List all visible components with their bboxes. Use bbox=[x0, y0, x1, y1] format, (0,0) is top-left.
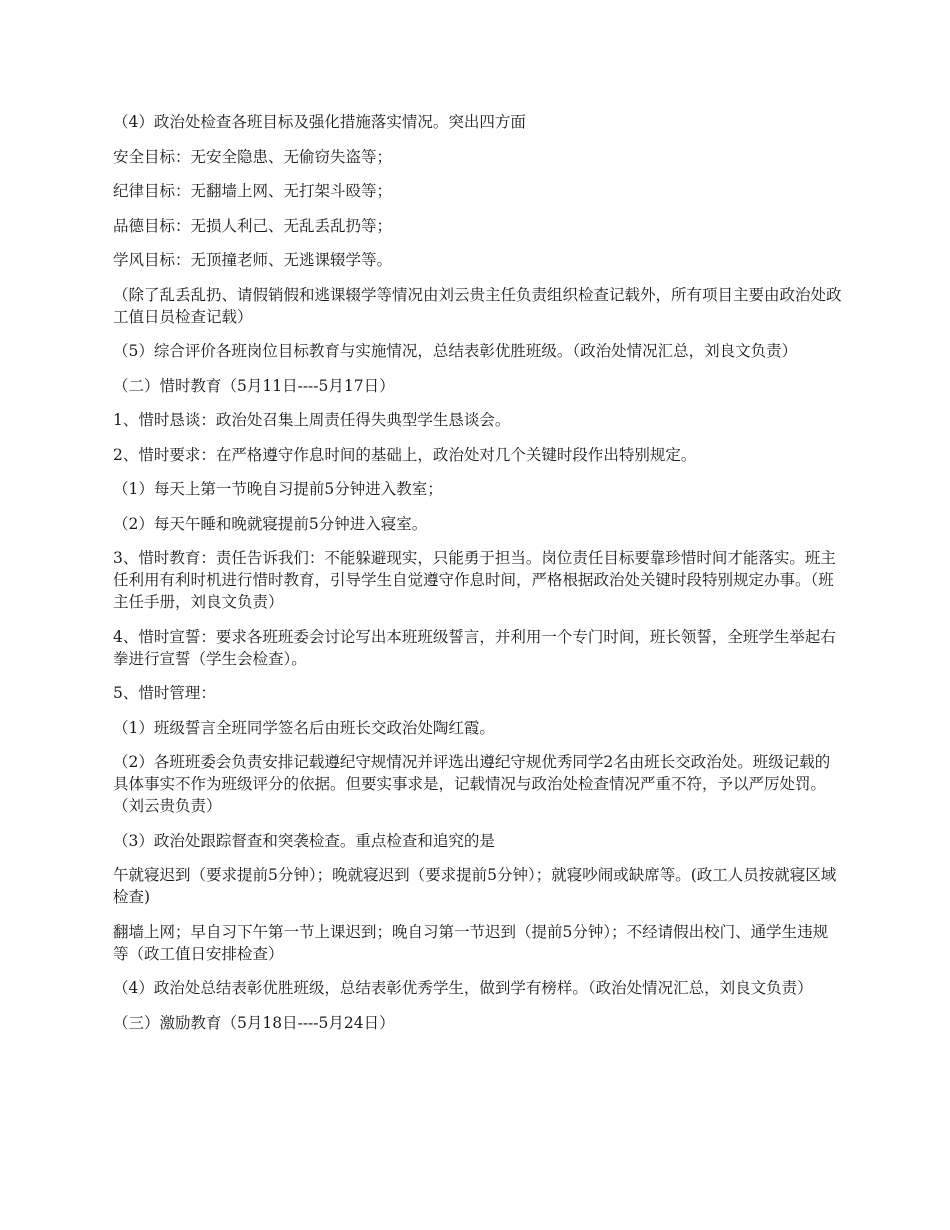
paragraph-19: 午就寝迟到（要求提前5分钟）；晚就寝迟到（要求提前5分钟）；就寝吵闹或缺席等。(政工人员按就寝区域检查) bbox=[113, 866, 837, 906]
paragraph-4: 品德目标：无损人利己、无乱丢乱扔等； bbox=[113, 216, 393, 235]
section-heading-2: （二）惜时教育（5月11日----5月17日） bbox=[113, 376, 395, 395]
paragraph-16: （1）班级誓言全班同学签名后由班长交政治处陶红霞。 bbox=[113, 718, 495, 737]
paragraph-6: （除了乱丢乱扔、请假销假和逃课辍学等情况由刘云贵主任负责组织检查记载外，所有项目主要由政治处政工值日员检查记载） bbox=[113, 285, 842, 326]
paragraph-21: （4）政治处总结表彰优胜班级，总结表彰优秀学生，做到学有榜样。（政治处情况汇总，刘良文负责） bbox=[113, 979, 813, 997]
paragraph-7: （5）综合评价各班岗位目标教育与实施情况，总结表彰优胜班级。（政治处情况汇总，刘良文负责） bbox=[113, 342, 798, 360]
paragraph-12: （2）每天午睡和晚就寝提前5分钟进入寝室。 bbox=[113, 514, 428, 533]
paragraph-2: 安全目标：无安全隐患、无偷窃失盗等； bbox=[113, 147, 393, 166]
paragraph-14: 4、惜时宣誓：要求各班班委会讨论写出本班班级誓言，并利用一个专门时间，班长领誓，全班学生举起右拳进行宣誓（学生会检查）。 bbox=[113, 627, 836, 668]
paragraph-11: （1）每天上第一节晚自习提前5分钟进入教室； bbox=[113, 480, 443, 498]
paragraph-13: 3、惜时教育：责任告诉我们：不能躲避现实，只能勇于担当。岗位责任目标要靠珍惜时间才能落实。班主任利用有利时机进行惜时教育，引导学生自觉遵守作息时间，严格根据政治处关键时段特别规定办事。（班主任手册，刘良文负责） bbox=[113, 549, 836, 611]
paragraph-3: 纪律目标：无翻墙上网、无打架斗殴等； bbox=[113, 182, 393, 200]
paragraph-20: 翻墙上网；早自习下午第一节上课迟到；晚自习第一节迟到（提前5分钟）；不经请假出校门、通学生违规等（政工值日安排检查） bbox=[113, 922, 829, 963]
paragraph-18: （3）政治处跟踪督查和突袭检查。重点检查和追究的是 bbox=[113, 831, 495, 850]
paragraph-9: 1、惜时恳谈：政治处召集上周责任得失典型学生恳谈会。 bbox=[113, 411, 511, 429]
document-body bbox=[113, 111, 843, 1046]
paragraph-1: （4）政治处检查各班目标及强化措施落实情况。突出四方面 bbox=[113, 113, 526, 131]
paragraph-15: 5、惜时管理： bbox=[113, 684, 216, 702]
section-heading-3: （三）激励教育（5月18日----5月24日） bbox=[113, 1013, 395, 1032]
paragraph-5: 学风目标：无顶撞老师、无逃课辍学等。 bbox=[113, 251, 393, 269]
paragraph-10: 2、惜时要求：在严格遵守作息时间的基础上，政治处对几个关键时段作出特别规定。 bbox=[113, 445, 697, 464]
paragraph-17: （2）各班班委会负责安排记载遵纪守规情况并评选出遵纪守规优秀同学2名由班长交政治处。班级记载的具体事实不作为班级评分的依据。但要实事求是，记载情况与政治处检查情况严重不符，予以严厉处罚。（刘云贵负责） bbox=[113, 753, 831, 815]
